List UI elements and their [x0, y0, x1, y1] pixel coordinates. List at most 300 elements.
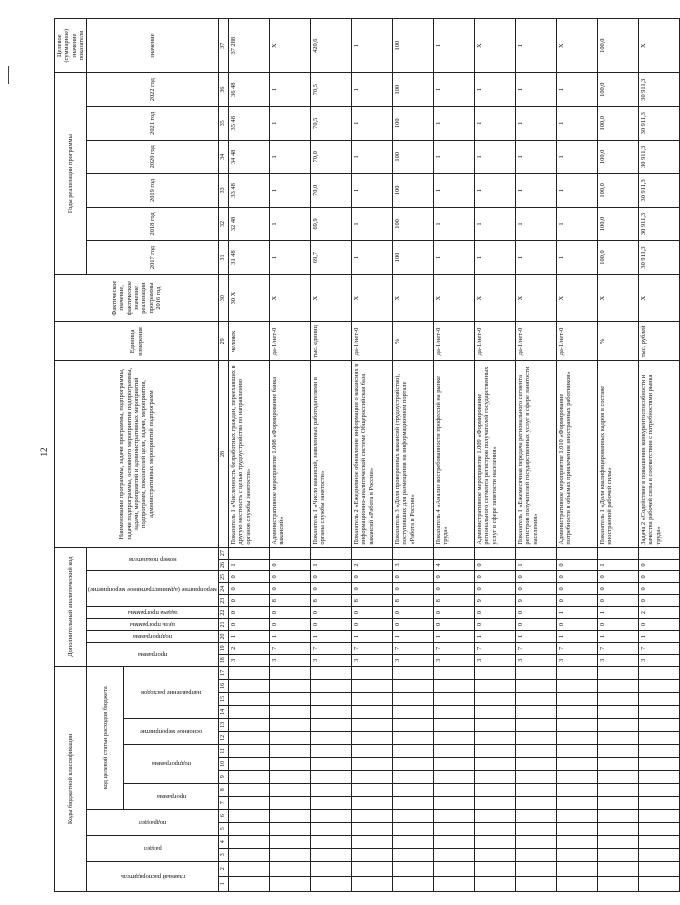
podrazdel-header: подраздел	[87, 809, 219, 835]
row-name: Административное мероприятие 1.010 «Формирование потребности в объемах привлечения иностранных работников»	[557, 361, 598, 547]
row-name: Показатель 3 «Доля проверенных вакансий (трудоустройство), поступивших для размещения на информационном портале «Работа в России»	[393, 361, 434, 547]
row-fact: X	[393, 274, 434, 322]
row-name: Показатель 4 «Анализ востребованности профессий на рынке труда»	[434, 361, 475, 547]
kbk-cell	[352, 822, 393, 835]
page-edge-mark	[8, 66, 9, 84]
kbk-cell	[229, 705, 270, 718]
kbk-cell	[311, 731, 352, 744]
kbk-cell	[475, 692, 516, 705]
kbk-cell	[393, 692, 434, 705]
row-name: Показатель 1 «Ежемесячная передача регионального сегмента регистров получателей государственных услуг в сфере занятости населения»	[516, 361, 557, 547]
row-year-value: 32 48	[229, 207, 270, 241]
kbk-cell	[229, 796, 270, 809]
table-row	[434, 19, 475, 892]
row-unit: тыс. рублей	[639, 322, 680, 361]
kbk-cell	[516, 679, 557, 692]
kbk-cell	[229, 757, 270, 770]
row-year-value: 1	[270, 106, 311, 140]
dop-code-cell: 0	[229, 571, 270, 583]
colnum: 33	[219, 174, 229, 208]
kbk-cell	[352, 718, 393, 731]
row-year-value: 100,0	[598, 140, 639, 174]
dop-code-cell: 0	[639, 619, 680, 631]
dop-code-cell: 0	[475, 607, 516, 619]
kbk-cell	[598, 718, 639, 731]
kbk-cell	[229, 679, 270, 692]
dop-code-cell: 0	[393, 571, 434, 583]
row-year-value: 34 48	[229, 140, 270, 174]
colnum: 24	[219, 583, 229, 595]
glav-header: главный распорядитель	[87, 861, 219, 891]
kbk-cell	[475, 796, 516, 809]
kbk-cell	[434, 861, 475, 876]
row-target: 1	[352, 19, 393, 73]
kbk-cell	[229, 822, 270, 835]
kbk-cell	[516, 666, 557, 679]
colnum: 14	[219, 705, 229, 718]
row-year-value: 1	[434, 73, 475, 107]
row-unit: да-1/нет-0	[352, 322, 393, 361]
dop-code-cell: 1	[434, 631, 475, 643]
dop-code-cell: 0	[557, 571, 598, 583]
table-row	[270, 19, 311, 892]
year-header-2: 2018 год	[87, 207, 219, 241]
kbk-cell	[475, 822, 516, 835]
kbk-cell	[639, 666, 680, 679]
dop-code-cell: 7	[557, 642, 598, 654]
dop-code-cell: 3	[434, 654, 475, 666]
row-year-value: 1	[557, 140, 598, 174]
kbk-cell	[434, 835, 475, 848]
kbk-cell	[639, 822, 680, 835]
row-fact: X	[434, 274, 475, 322]
kbk-cell	[393, 770, 434, 783]
dop-code-cell: 0	[516, 571, 557, 583]
colnum: 15	[219, 692, 229, 705]
kbk-cell	[434, 679, 475, 692]
colnum: 27	[219, 547, 229, 559]
dop-code-cell: 3	[393, 559, 434, 571]
table-row	[639, 19, 680, 892]
dop-code-cell: 7	[639, 642, 680, 654]
kbk-cell	[598, 757, 639, 770]
kbk-cell	[598, 692, 639, 705]
kbk-cell	[311, 744, 352, 757]
kbk-cell	[393, 809, 434, 822]
kbk-cell	[352, 744, 393, 757]
row-year-value: 1	[516, 73, 557, 107]
kcsr-programma-header: программа	[124, 783, 219, 809]
kbk-cell	[352, 848, 393, 861]
kcsr-osn-mer-header: основное мероприятие	[124, 718, 219, 744]
kbk-cell	[393, 861, 434, 876]
colnum: 28	[219, 361, 229, 547]
kbk-cell	[352, 861, 393, 876]
kbk-cell	[639, 861, 680, 876]
year-header-4: 2020 год	[87, 140, 219, 174]
row-year-value: 100,0	[598, 174, 639, 208]
dop-code-cell: 4	[434, 559, 475, 571]
row-year-value: 100	[393, 241, 434, 275]
kbk-cell	[557, 757, 598, 770]
dop-code-cell: 3	[639, 654, 680, 666]
row-unit: да-1/нет-0	[270, 322, 311, 361]
dop-code-cell	[516, 547, 557, 559]
row-year-value: 1	[352, 207, 393, 241]
dop-code-cell	[229, 547, 270, 559]
kbk-cell	[557, 783, 598, 796]
dop-code-cell: 3	[475, 654, 516, 666]
kbk-cell	[311, 783, 352, 796]
row-target: 420,6	[311, 19, 352, 73]
dop-code-cell	[475, 547, 516, 559]
kbk-cell	[598, 861, 639, 876]
kbk-cell	[639, 796, 680, 809]
kbk-cell	[557, 731, 598, 744]
kbk-cell	[393, 718, 434, 731]
row-fact: X	[598, 274, 639, 322]
dop-code-cell: 8	[311, 595, 352, 607]
row-year-value: 1	[475, 106, 516, 140]
kbk-cell	[475, 757, 516, 770]
kbk-cell	[270, 770, 311, 783]
dop-code-cell	[352, 547, 393, 559]
table-row	[516, 19, 557, 892]
kbk-cell	[352, 783, 393, 796]
unit-header: Единица измерения	[55, 322, 219, 361]
row-year-value: 30 911,3	[639, 140, 680, 174]
kbk-cell	[475, 783, 516, 796]
row-year-value: 1	[516, 207, 557, 241]
kbk-cell	[393, 783, 434, 796]
colnum: 26	[219, 559, 229, 571]
dop-code-cell: 0	[352, 571, 393, 583]
years-group-header: Годы реализации программы	[55, 73, 87, 274]
kbk-cell	[311, 809, 352, 822]
row-year-value: 1	[270, 207, 311, 241]
row-target: X	[639, 19, 680, 73]
kbk-cell	[311, 876, 352, 891]
row-year-value: 100	[393, 174, 434, 208]
dop-code-cell: 1	[311, 559, 352, 571]
kbk-cell	[598, 770, 639, 783]
dop-code-cell: 0	[311, 571, 352, 583]
kbk-cell	[434, 796, 475, 809]
kbk-cell	[311, 718, 352, 731]
row-year-value: 100	[393, 106, 434, 140]
row-year-value: 1	[516, 140, 557, 174]
dop-code-cell: 0	[311, 607, 352, 619]
kcsr-podprogramma-header: подпрограмма	[124, 744, 219, 783]
dop-code-cell: 0	[229, 583, 270, 595]
row-year-value: 70,0	[311, 174, 352, 208]
kbk-cell	[557, 876, 598, 891]
kbk-cell	[311, 679, 352, 692]
row-year-value: 33 48	[229, 174, 270, 208]
table-row	[475, 19, 516, 892]
dop-code-cell: 0	[270, 583, 311, 595]
kbk-cell	[393, 705, 434, 718]
dop-code-cell: 3	[311, 654, 352, 666]
kbk-cell	[598, 822, 639, 835]
dop-code-cell: 1	[557, 631, 598, 643]
row-year-value: 30 911,3	[639, 106, 680, 140]
colnum: 6	[219, 809, 229, 822]
dop-code-cell: 0	[598, 583, 639, 595]
dop-code-cell: 0	[311, 583, 352, 595]
row-year-value: 100	[393, 140, 434, 174]
row-year-value: 100	[393, 207, 434, 241]
table-row	[393, 19, 434, 892]
kbk-cell	[557, 666, 598, 679]
kbk-cell	[270, 666, 311, 679]
row-target: X	[557, 19, 598, 73]
dop-code-cell: 0	[557, 619, 598, 631]
dop-code-cell: 0	[516, 619, 557, 631]
kbk-cell	[311, 705, 352, 718]
dop-code-cell: 1	[475, 631, 516, 643]
dop-code-cell: 0	[270, 619, 311, 631]
table-row	[557, 19, 598, 892]
row-fact: X	[516, 274, 557, 322]
dop-code-cell: 7	[598, 642, 639, 654]
dop-code-cell: 0	[598, 595, 639, 607]
kbk-cell	[393, 796, 434, 809]
row-target: 1	[516, 19, 557, 73]
kbk-cell	[311, 822, 352, 835]
dop-code-cell: 0	[352, 607, 393, 619]
dop-code-cell: 1	[516, 631, 557, 643]
dop-zadacha-header: задача программы	[87, 607, 219, 619]
kbk-cell	[516, 835, 557, 848]
row-year-value: 30 911,3	[639, 241, 680, 275]
dop-code-cell: 8	[270, 595, 311, 607]
dop-code-cell: 1	[516, 559, 557, 571]
kbk-cell	[557, 822, 598, 835]
row-year-value: 69,9	[311, 207, 352, 241]
kbk-cell	[598, 731, 639, 744]
kbk-cell	[475, 861, 516, 876]
kbk-cell	[639, 876, 680, 891]
row-unit: да-1/нет-0	[475, 322, 516, 361]
dop-code-cell: 2	[352, 559, 393, 571]
dop-code-cell: 0	[475, 619, 516, 631]
dop-code-cell: 0	[557, 595, 598, 607]
kbk-cell	[229, 809, 270, 822]
row-unit: да-1/нет-0	[557, 322, 598, 361]
kbk-header: Коды бюджетной классификации	[55, 666, 87, 891]
dop-code-cell: 1	[639, 631, 680, 643]
table-row	[311, 19, 352, 892]
colnum: 17	[219, 666, 229, 679]
kbk-cell	[434, 744, 475, 757]
kbk-cell	[393, 835, 434, 848]
dop-code-cell: 0	[434, 583, 475, 595]
dop-code-cell: 1	[311, 631, 352, 643]
row-year-value: 1	[516, 174, 557, 208]
dop-code-cell: 0	[516, 583, 557, 595]
kbk-cell	[598, 848, 639, 861]
dop-code-cell: 0	[393, 583, 434, 595]
kbk-cell	[516, 809, 557, 822]
dop-code-cell: 3	[598, 654, 639, 666]
dop-code-cell: 7	[311, 642, 352, 654]
kbk-cell	[557, 679, 598, 692]
colnum: 34	[219, 140, 229, 174]
table-row	[352, 19, 393, 892]
dop-code-cell: 1	[598, 559, 639, 571]
dop-code-cell: 0	[516, 607, 557, 619]
kbk-cell	[598, 744, 639, 757]
kbk-cell	[639, 692, 680, 705]
kbk-cell	[229, 783, 270, 796]
colnum: 10	[219, 757, 229, 770]
kbk-cell	[516, 718, 557, 731]
dop-code-cell: 3	[229, 654, 270, 666]
kbk-cell	[475, 848, 516, 861]
kbk-cell	[475, 705, 516, 718]
colnum: 29	[219, 322, 229, 361]
kbk-cell	[516, 705, 557, 718]
row-target: X	[270, 19, 311, 73]
dop-code-cell: 0	[352, 619, 393, 631]
kbk-cell	[516, 796, 557, 809]
row-name: Задача 2 «Содействие в повышении конкурентоспособности и качества рабочей силы в соответствии с потребностями рынка труда»	[639, 361, 680, 547]
kbk-cell	[229, 718, 270, 731]
colnum: 9	[219, 770, 229, 783]
kbk-cell	[311, 770, 352, 783]
kbk-cell	[434, 757, 475, 770]
kbk-cell	[311, 848, 352, 861]
kbk-cell	[598, 705, 639, 718]
kbk-cell	[270, 809, 311, 822]
kbk-cell	[270, 757, 311, 770]
kbk-cell	[475, 679, 516, 692]
row-year-value: 1	[352, 140, 393, 174]
row-name: Показатель 1 «Число вакансий, заявленных работодателями в органы службы занятости»	[311, 361, 352, 547]
row-year-value: 1	[475, 174, 516, 208]
dop-code-cell: 0	[475, 571, 516, 583]
kbk-cell	[516, 731, 557, 744]
row-year-value: 100,0	[598, 73, 639, 107]
kbk-cell	[516, 692, 557, 705]
row-year-value: 1	[434, 207, 475, 241]
kbk-cell	[393, 744, 434, 757]
kbk-cell	[270, 861, 311, 876]
dop-code-cell: 0	[434, 607, 475, 619]
colnum: 7	[219, 796, 229, 809]
dop-code-cell	[393, 547, 434, 559]
row-year-value: 1	[557, 106, 598, 140]
row-year-value: 1	[434, 106, 475, 140]
year-header-1: 2017 год	[87, 241, 219, 275]
rotated-sheet	[54, 18, 662, 892]
dop-code-cell: 0	[475, 559, 516, 571]
dop-code-cell: 7	[352, 642, 393, 654]
row-fact: X	[639, 274, 680, 322]
colnum: 2	[219, 861, 229, 876]
kbk-cell	[229, 835, 270, 848]
kbk-cell	[598, 796, 639, 809]
dop-code-cell: 9	[516, 595, 557, 607]
kbk-cell	[270, 835, 311, 848]
dop-code-cell	[557, 547, 598, 559]
row-fact: X	[311, 274, 352, 322]
kbk-cell	[557, 809, 598, 822]
colnum: 11	[219, 744, 229, 757]
dop-code-cell: 0	[229, 607, 270, 619]
dop-cel-header: цель программы	[87, 619, 219, 631]
kbk-cell	[229, 666, 270, 679]
colnum: 13	[219, 718, 229, 731]
row-year-value: 1	[434, 174, 475, 208]
kbk-cell	[639, 705, 680, 718]
row-year-value: 1	[270, 174, 311, 208]
dop-code-cell: 9	[475, 595, 516, 607]
kbk-cell	[352, 705, 393, 718]
dop-code-cell: 7	[475, 642, 516, 654]
kbk-cell	[393, 679, 434, 692]
row-unit: %	[598, 322, 639, 361]
row-year-value: 1	[516, 106, 557, 140]
dop-code-cell: 7	[393, 642, 434, 654]
kbk-cell	[434, 809, 475, 822]
dop-code-cell: 3	[352, 654, 393, 666]
row-name: Административное мероприятие 1.009 «Формирование регионального сегмента регистров получателей государственных услуг в сфере занятости населения»	[475, 361, 516, 547]
row-year-value: 70,5	[311, 73, 352, 107]
row-unit: %	[393, 322, 434, 361]
dop-programma-header: программа	[87, 642, 219, 666]
dop-code-cell: 1	[352, 631, 393, 643]
kbk-cell	[270, 822, 311, 835]
row-year-value: 1	[352, 73, 393, 107]
kbk-cell	[516, 744, 557, 757]
row-name: Показатель 1 «Доля квалифицированных кадров в составе иностранной рабочей силы»	[598, 361, 639, 547]
dop-code-cell: 0	[475, 583, 516, 595]
column-numbers-row	[219, 19, 229, 892]
kbk-cell	[311, 835, 352, 848]
kbk-cell	[270, 744, 311, 757]
kbk-cell	[598, 666, 639, 679]
dop-code-cell: 0	[270, 559, 311, 571]
row-year-value: 70,5	[311, 106, 352, 140]
kbk-cell	[434, 822, 475, 835]
row-target: 100	[393, 19, 434, 73]
colnum: 31	[219, 241, 229, 275]
colnum: 5	[219, 822, 229, 835]
kbk-cell	[393, 822, 434, 835]
colnum: 30	[219, 274, 229, 322]
colnum: 23	[219, 595, 229, 607]
dop-code-cell: 2	[639, 607, 680, 619]
row-year-value: 1	[557, 174, 598, 208]
row-year-value: 100	[393, 73, 434, 107]
kbk-cell	[516, 770, 557, 783]
kbk-cell	[393, 848, 434, 861]
kbk-cell	[352, 876, 393, 891]
kbk-cell	[352, 809, 393, 822]
row-fact: X	[557, 274, 598, 322]
row-year-value: 1	[434, 140, 475, 174]
colnum: 12	[219, 731, 229, 744]
kbk-cell	[270, 692, 311, 705]
kbk-cell	[393, 666, 434, 679]
page-number: 12	[39, 447, 49, 457]
dop-code-cell: 1	[598, 631, 639, 643]
row-year-value: 100,0	[598, 207, 639, 241]
kbk-cell	[311, 757, 352, 770]
kbk-cell	[352, 835, 393, 848]
